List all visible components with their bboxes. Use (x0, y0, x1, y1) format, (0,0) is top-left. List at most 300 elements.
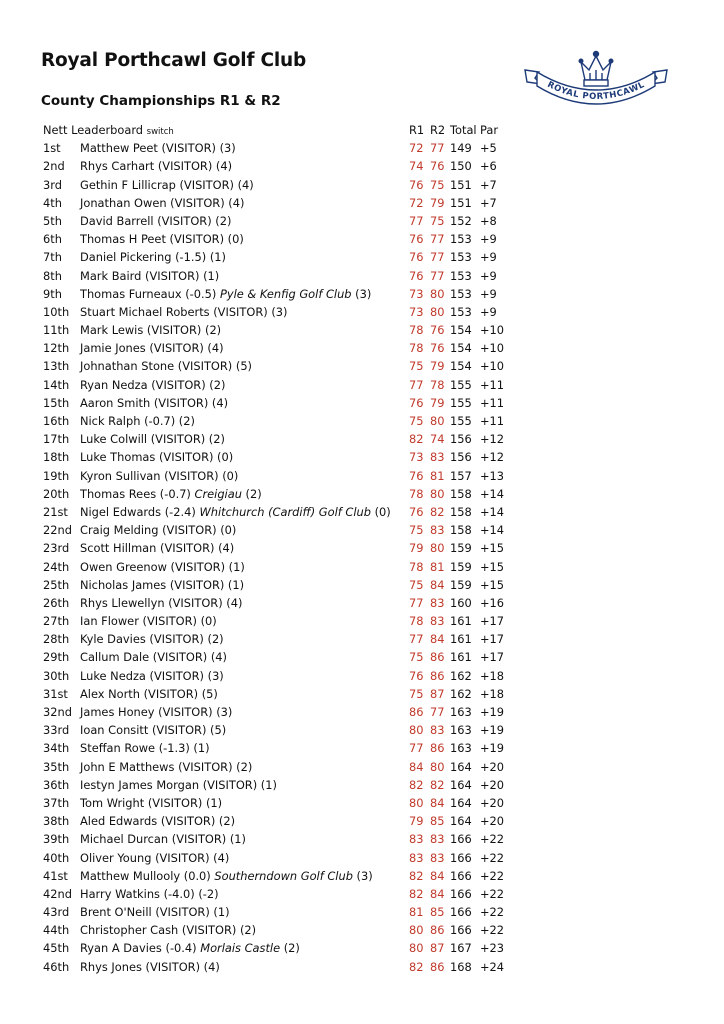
player-handicap: (VISITOR) (0) (162, 523, 237, 538)
player-handicap: (VISITOR) (4) (170, 195, 245, 210)
round-2-score: 84 (430, 795, 445, 810)
player-handicap: (VISITOR) (5) (151, 723, 227, 738)
position: 41st (43, 868, 68, 883)
round-2-score: 85 (430, 814, 445, 829)
total-score: 153 (450, 304, 472, 319)
player-cell (80, 412, 195, 430)
total-score: 162 (450, 686, 472, 701)
total-score: 151 (450, 177, 472, 192)
total-score: 163 (450, 705, 472, 719)
table-row (43, 958, 523, 976)
col-header-par: Par (480, 123, 499, 137)
position: 43rd (43, 905, 70, 920)
logo-ribbon-text: ROYAL PORTHCAWL (545, 79, 647, 103)
table-row (43, 503, 523, 521)
player-cell (80, 394, 228, 412)
round-2-score: 76 (430, 323, 445, 338)
round-1-score: 84 (409, 759, 424, 774)
table-row (43, 721, 523, 739)
table-row (43, 685, 523, 703)
round-1-score: 80 (409, 923, 424, 938)
to-par: +15 (480, 577, 505, 592)
round-1-score: 72 (409, 141, 424, 156)
player-name: Christopher Cash (80, 923, 179, 938)
round-2-score: 84 (430, 868, 445, 883)
round-1-score: 78 (409, 559, 424, 574)
round-1-score: 75 (409, 577, 424, 592)
player-name: Aaron Smith (80, 395, 151, 410)
total-score: 149 (450, 141, 472, 156)
table-row (43, 485, 523, 503)
player-name: Rhys Carhart (80, 159, 155, 174)
to-par: +22 (480, 850, 505, 865)
player-cell (80, 339, 224, 357)
player-club: Southerndown Golf Club (214, 868, 353, 883)
total-score: 160 (450, 595, 472, 610)
round-1-score: 76 (409, 504, 424, 519)
total-score: 155 (450, 414, 472, 428)
position: 16th (43, 414, 70, 428)
player-name: Mark Baird (80, 268, 142, 283)
position: 39th (43, 832, 70, 847)
player-cell (80, 685, 218, 703)
player-name: Stuart Michael Roberts (80, 304, 210, 319)
player-handicap: (VISITOR) (1) (147, 795, 223, 810)
to-par: +14 (480, 486, 505, 501)
position: 17th (43, 432, 70, 447)
total-score: 166 (450, 850, 472, 865)
position: 42nd (43, 886, 72, 901)
round-2-score: 80 (430, 486, 445, 501)
player-cell (80, 194, 244, 212)
total-score: 155 (450, 377, 472, 392)
round-1-score: 76 (409, 668, 424, 683)
player-cell (80, 812, 235, 830)
position: 34th (43, 741, 70, 756)
to-par: +11 (480, 377, 505, 392)
royal-porthcawl-crest-logo (521, 48, 671, 124)
player-handicap: (VISITOR) (2) (181, 923, 257, 938)
player-cell (80, 667, 224, 685)
table-row (43, 176, 523, 194)
total-score: 158 (450, 523, 472, 538)
to-par: +15 (480, 559, 505, 574)
total-score: 151 (450, 195, 472, 210)
position: 11th (43, 323, 70, 338)
round-1-score: 82 (409, 432, 424, 447)
to-par: +12 (480, 432, 505, 447)
total-score: 168 (450, 959, 472, 974)
player-cell (80, 558, 245, 576)
round-1-score: 83 (409, 832, 424, 847)
player-cell (80, 958, 220, 976)
table-row (43, 376, 523, 394)
round-2-score: 81 (430, 468, 445, 483)
round-1-score: 73 (409, 450, 424, 465)
position: 6th (43, 232, 62, 247)
player-cell (80, 521, 236, 539)
player-cell (80, 176, 254, 194)
player-name: Callum Dale (80, 650, 150, 665)
to-par: +9 (480, 250, 497, 265)
round-1-score: 77 (409, 377, 424, 392)
to-par: +10 (480, 341, 505, 356)
table-row (43, 612, 523, 630)
position: 32nd (43, 705, 72, 719)
player-name: Nick Ralph (80, 414, 141, 428)
round-2-score: 83 (430, 595, 445, 610)
player-cell (80, 285, 371, 303)
player-handicap: (-0.5) (185, 286, 217, 301)
position: 36th (43, 777, 70, 792)
player-handicap: (VISITOR) (3) (149, 668, 224, 683)
position: 29th (43, 650, 70, 665)
player-cell (80, 903, 230, 921)
player-name: Craig Melding (80, 523, 159, 538)
total-score: 154 (450, 359, 472, 374)
col-header-total: Total (450, 123, 477, 137)
player-handicap: (VISITOR) (0) (169, 232, 244, 247)
total-score: 153 (450, 268, 472, 283)
total-score: 155 (450, 395, 472, 410)
round-2-score: 83 (430, 614, 445, 629)
player-cell (80, 612, 217, 630)
table-row (43, 903, 523, 921)
total-score: 153 (450, 250, 472, 265)
table-row (43, 194, 523, 212)
player-playing-handicap: (3) (355, 286, 372, 301)
table-row (43, 576, 523, 594)
total-score: 161 (450, 650, 472, 665)
player-handicap: (VISITOR) (0) (164, 468, 239, 483)
player-handicap: (VISITOR) (2) (151, 377, 226, 392)
player-club: Creigiau (194, 486, 242, 501)
position: 3rd (43, 177, 62, 192)
table-row (43, 558, 523, 576)
total-score: 152 (450, 213, 472, 228)
to-par: +16 (480, 595, 505, 610)
table-row (43, 630, 523, 648)
table-row (43, 648, 523, 666)
player-handicap: (VISITOR) (2) (157, 213, 232, 228)
table-row (43, 849, 523, 867)
table-row (43, 248, 523, 266)
position: 46th (43, 959, 70, 974)
to-par: +24 (480, 959, 505, 974)
player-handicap: (VISITOR) (4) (145, 959, 220, 974)
table-row (43, 321, 523, 339)
player-cell (80, 776, 277, 794)
player-handicap: (-0.7) (2) (144, 414, 195, 428)
player-cell (80, 139, 236, 157)
player-cell (80, 503, 391, 521)
table-row (43, 885, 523, 903)
round-2-score: 82 (430, 504, 445, 519)
total-score: 158 (450, 504, 472, 519)
round-1-score: 79 (409, 814, 424, 829)
player-name: Kyron Sullivan (80, 468, 161, 483)
table-row (43, 867, 523, 885)
to-par: +15 (480, 541, 505, 556)
total-score: 163 (450, 723, 472, 738)
position: 14th (43, 377, 70, 392)
round-2-score: 80 (430, 759, 445, 774)
round-1-score: 86 (409, 705, 424, 719)
table-row (43, 521, 523, 539)
to-par: +9 (480, 304, 497, 319)
round-1-score: 82 (409, 868, 424, 883)
player-name: Johnathan Stone (80, 359, 175, 374)
round-1-score: 75 (409, 523, 424, 538)
switch-link[interactable]: switch (146, 127, 174, 137)
player-cell (80, 648, 227, 666)
col-header-r1: R1 (409, 123, 425, 137)
player-cell (80, 721, 226, 739)
position: 45th (43, 941, 70, 956)
to-par: +5 (480, 141, 497, 156)
player-name: John E Matthews (80, 759, 175, 774)
position: 22nd (43, 523, 72, 538)
table-row (43, 776, 523, 794)
position: 27th (43, 614, 70, 629)
round-2-score: 80 (430, 286, 445, 301)
player-handicap: (-0.7) (159, 486, 191, 501)
round-2-score: 80 (430, 304, 445, 319)
player-handicap: (VISITOR) (4) (157, 159, 233, 174)
table-row (43, 830, 523, 848)
player-handicap: (VISITOR) (4) (155, 850, 230, 865)
round-2-score: 83 (430, 450, 445, 465)
round-2-score: 86 (430, 741, 445, 756)
player-cell (80, 376, 225, 394)
round-2-score: 84 (430, 577, 445, 592)
position: 15th (43, 395, 70, 410)
to-par: +20 (480, 759, 505, 774)
player-cell (80, 703, 232, 721)
player-name: Michael Durcan (80, 832, 169, 847)
to-par: +17 (480, 632, 505, 647)
player-handicap: (VISITOR) (1) (169, 577, 245, 592)
round-2-score: 86 (430, 923, 445, 938)
total-score: 161 (450, 614, 472, 629)
round-2-score: 76 (430, 341, 445, 356)
round-1-score: 79 (409, 541, 424, 556)
round-1-score: 76 (409, 177, 424, 192)
player-cell (80, 267, 219, 285)
player-handicap: (VISITOR) (1) (202, 777, 277, 792)
round-2-score: 87 (430, 686, 445, 701)
player-playing-handicap: (0) (374, 504, 391, 519)
round-1-score: 76 (409, 250, 424, 265)
position: 19th (43, 468, 70, 483)
player-cell (80, 357, 252, 375)
to-par: +9 (480, 268, 497, 283)
round-2-score: 86 (430, 650, 445, 665)
player-handicap: (VISITOR) (2) (146, 323, 222, 338)
player-name: Luke Nedza (80, 668, 146, 683)
player-name: Oliver Young (80, 850, 152, 865)
player-name: David Barrell (80, 213, 154, 228)
position: 28th (43, 632, 70, 647)
player-cell (80, 630, 224, 648)
table-row (43, 794, 523, 812)
player-handicap: (-4.0) (-2) (163, 886, 219, 901)
player-handicap: (VISITOR) (2) (160, 814, 236, 829)
total-score: 166 (450, 886, 472, 901)
player-cell (80, 794, 222, 812)
total-score: 166 (450, 868, 472, 883)
table-row (43, 758, 523, 776)
total-score: 166 (450, 832, 472, 847)
round-1-score: 77 (409, 632, 424, 647)
position: 37th (43, 795, 70, 810)
to-par: +23 (480, 941, 505, 956)
table-row (43, 357, 523, 375)
to-par: +14 (480, 504, 505, 519)
table-row (43, 430, 523, 448)
player-name: Daniel Pickering (80, 250, 172, 265)
round-1-score: 75 (409, 359, 424, 374)
total-score: 150 (450, 159, 472, 174)
club-title: Royal Porthcawl Golf Club (41, 50, 307, 71)
total-score: 154 (450, 341, 472, 356)
table-row (43, 285, 523, 303)
table-row (43, 939, 523, 957)
position: 44th (43, 923, 70, 938)
player-handicap: (VISITOR) (3) (158, 705, 233, 719)
round-2-score: 76 (430, 159, 445, 174)
player-name: Ryan A Davies (80, 941, 162, 956)
player-handicap: (VISITOR) (5) (177, 359, 253, 374)
player-cell (80, 485, 262, 503)
player-cell (80, 921, 256, 939)
round-2-score: 82 (430, 777, 445, 792)
table-row (43, 139, 523, 157)
position: 24th (43, 559, 70, 574)
position: 4th (43, 195, 62, 210)
round-2-score: 77 (430, 232, 445, 247)
round-2-score: 84 (430, 632, 445, 647)
player-handicap: (VISITOR) (4) (179, 177, 254, 192)
player-playing-handicap: (2) (245, 486, 262, 501)
round-1-score: 77 (409, 595, 424, 610)
to-par: +10 (480, 359, 505, 374)
position: 18th (43, 450, 70, 465)
player-name: Alex North (80, 686, 140, 701)
player-handicap: (VISITOR) (4) (149, 341, 224, 356)
total-score: 158 (450, 486, 472, 501)
player-name: Harry Watkins (80, 886, 160, 901)
player-cell (80, 885, 219, 903)
player-playing-handicap: (2) (283, 941, 300, 956)
table-row (43, 467, 523, 485)
to-par: +12 (480, 450, 505, 465)
player-name: Brent O'Neill (80, 905, 152, 920)
to-par: +20 (480, 814, 505, 829)
player-name: Thomas Rees (80, 486, 157, 501)
round-2-score: 86 (430, 668, 445, 683)
table-row (43, 394, 523, 412)
leaderboard-rows (43, 139, 523, 976)
player-name: Jamie Jones (80, 341, 146, 356)
player-cell (80, 539, 234, 557)
player-name: Kyle Davies (80, 632, 146, 647)
round-2-score: 83 (430, 832, 445, 847)
player-name: Mark Lewis (80, 323, 144, 338)
to-par: +18 (480, 686, 505, 701)
player-cell (80, 939, 300, 957)
to-par: +20 (480, 795, 505, 810)
position: 8th (43, 268, 62, 283)
to-par: +7 (480, 177, 497, 192)
round-2-score: 77 (430, 250, 445, 265)
player-cell (80, 739, 210, 757)
player-handicap: (VISITOR) (4) (152, 650, 227, 665)
table-row (43, 921, 523, 939)
round-1-score: 75 (409, 650, 424, 665)
player-name: Nicholas James (80, 577, 167, 592)
to-par: +9 (480, 232, 497, 247)
position: 38th (43, 814, 70, 829)
round-2-score: 83 (430, 723, 445, 738)
player-cell (80, 321, 221, 339)
player-cell (80, 430, 225, 448)
total-score: 159 (450, 541, 472, 556)
player-name: Gethin F Lillicrap (80, 177, 176, 192)
round-2-score: 75 (430, 213, 445, 228)
player-cell (80, 758, 252, 776)
table-row (43, 303, 523, 321)
player-playing-handicap: (3) (356, 868, 373, 883)
position: 10th (43, 304, 70, 319)
round-1-score: 78 (409, 614, 424, 629)
position: 23rd (43, 541, 70, 556)
position: 40th (43, 850, 70, 865)
round-2-score: 80 (430, 414, 445, 428)
to-par: +11 (480, 395, 505, 410)
round-2-score: 79 (430, 359, 445, 374)
round-2-score: 80 (430, 541, 445, 556)
player-cell (80, 849, 229, 867)
position: 12th (43, 341, 70, 356)
to-par: +19 (480, 741, 505, 756)
to-par: +22 (480, 923, 505, 938)
round-1-score: 81 (409, 905, 424, 920)
player-handicap: (VISITOR) (3) (161, 141, 236, 156)
player-handicap: (VISITOR) (1) (145, 268, 220, 283)
position: 9th (43, 286, 62, 301)
total-score: 166 (450, 905, 472, 920)
position: 35th (43, 759, 70, 774)
player-handicap: (VISITOR) (4) (153, 395, 229, 410)
total-score: 164 (450, 814, 472, 829)
to-par: +20 (480, 777, 505, 792)
round-1-score: 72 (409, 195, 424, 210)
position: 5th (43, 213, 62, 228)
player-name: Jonathan Owen (80, 195, 167, 210)
to-par: +22 (480, 905, 505, 920)
leaderboard-title (43, 121, 174, 141)
player-club: Pyle & Kenfig Golf Club (219, 286, 352, 301)
round-1-score: 82 (409, 886, 424, 901)
player-name: Thomas H Peet (80, 232, 166, 247)
player-handicap: (-0.4) (165, 941, 197, 956)
player-cell (80, 867, 373, 885)
player-handicap: (-2.4) (164, 504, 196, 519)
player-name: Thomas Furneaux (80, 286, 182, 301)
to-par: +11 (480, 414, 505, 428)
to-par: +19 (480, 723, 505, 738)
